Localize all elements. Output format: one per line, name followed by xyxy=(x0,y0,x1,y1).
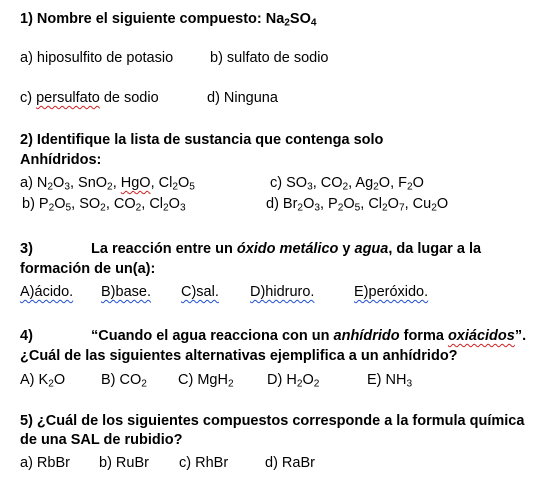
q3-text-line1: La reacción entre un óxido metálico y agua, da lugar a la xyxy=(91,241,482,257)
q5-text-line1: 5) ¿Cuál de los siguientes compuestos corresponde a la formula química xyxy=(20,413,525,429)
q3-option-d: D)hidruro. xyxy=(250,284,315,300)
q1-title: 1) Nombre el siguiente compuesto: $Na_2SO_4$ xyxy=(20,11,317,29)
q5-option-b: b) RuBr xyxy=(99,455,149,471)
q5-option-a: a) RbBr xyxy=(20,455,70,471)
q2-title-line2: Anhídridos: xyxy=(20,152,102,168)
q5-text-line2: de una SAL de rubidio? xyxy=(20,432,183,448)
q1-option-b: b) sulfato de sodio xyxy=(210,50,329,66)
q1-option-a: a) hiposulfito de potasio xyxy=(20,50,174,66)
q2-option-b: b) $P_2O_5$, $SO_2$, $CO_2$, $Cl_2O_3$ xyxy=(22,196,186,214)
q2-option-d: d) $Br_2O_3$, $P_2O_5$, $Cl_2O_7$, $Cu_2O$ xyxy=(266,196,449,214)
q5-option-c: c) RhBr xyxy=(179,455,229,471)
q4-option-a: A) $K_2O$ xyxy=(20,372,66,390)
q4-option-b: B) $CO_2$ xyxy=(101,372,147,390)
q4-text-line2: ¿Cuál de las siguientes alternativas ejemplifica a un anhídrido? xyxy=(20,348,458,364)
spellcheck-word: persulfato xyxy=(36,90,100,106)
q4-option-d: D) $H_2O_2$ xyxy=(267,372,320,390)
q1-option-c: c) persulfato de sodio xyxy=(20,90,159,106)
q4-text-line1: “Cuando el agua reacciona con un anhídrido forma oxiácidos”. xyxy=(91,328,527,344)
q4-option-e: E) $NH_3$ xyxy=(367,372,413,390)
q4-number: 4) xyxy=(20,328,33,344)
q4-option-c: C) MgH$_2$ xyxy=(178,372,234,390)
q3-option-c: C)sal. xyxy=(181,284,219,300)
q3-option-b: B)base. xyxy=(101,284,151,300)
q3-option-a: A)ácido. xyxy=(20,284,74,300)
q2-title-line1: 2) Identifique la lista de sustancia que contenga solo xyxy=(20,132,384,148)
q1-option-d: d) Ninguna xyxy=(207,90,278,106)
q2-option-a: a) $N_2O_3$, SnO$_2$, HgO, $Cl_2O_5$ xyxy=(20,175,195,193)
q5-option-d: d) RaBr xyxy=(265,455,315,471)
q2-option-c: c) $SO_3$, $CO_2$, $Ag_2O$, $F_2O$ xyxy=(270,175,424,193)
q3-text-line2: formación de un(a): xyxy=(20,261,156,277)
q3-number: 3) xyxy=(20,241,33,257)
q3-option-e: E)peróxido. xyxy=(354,284,429,300)
